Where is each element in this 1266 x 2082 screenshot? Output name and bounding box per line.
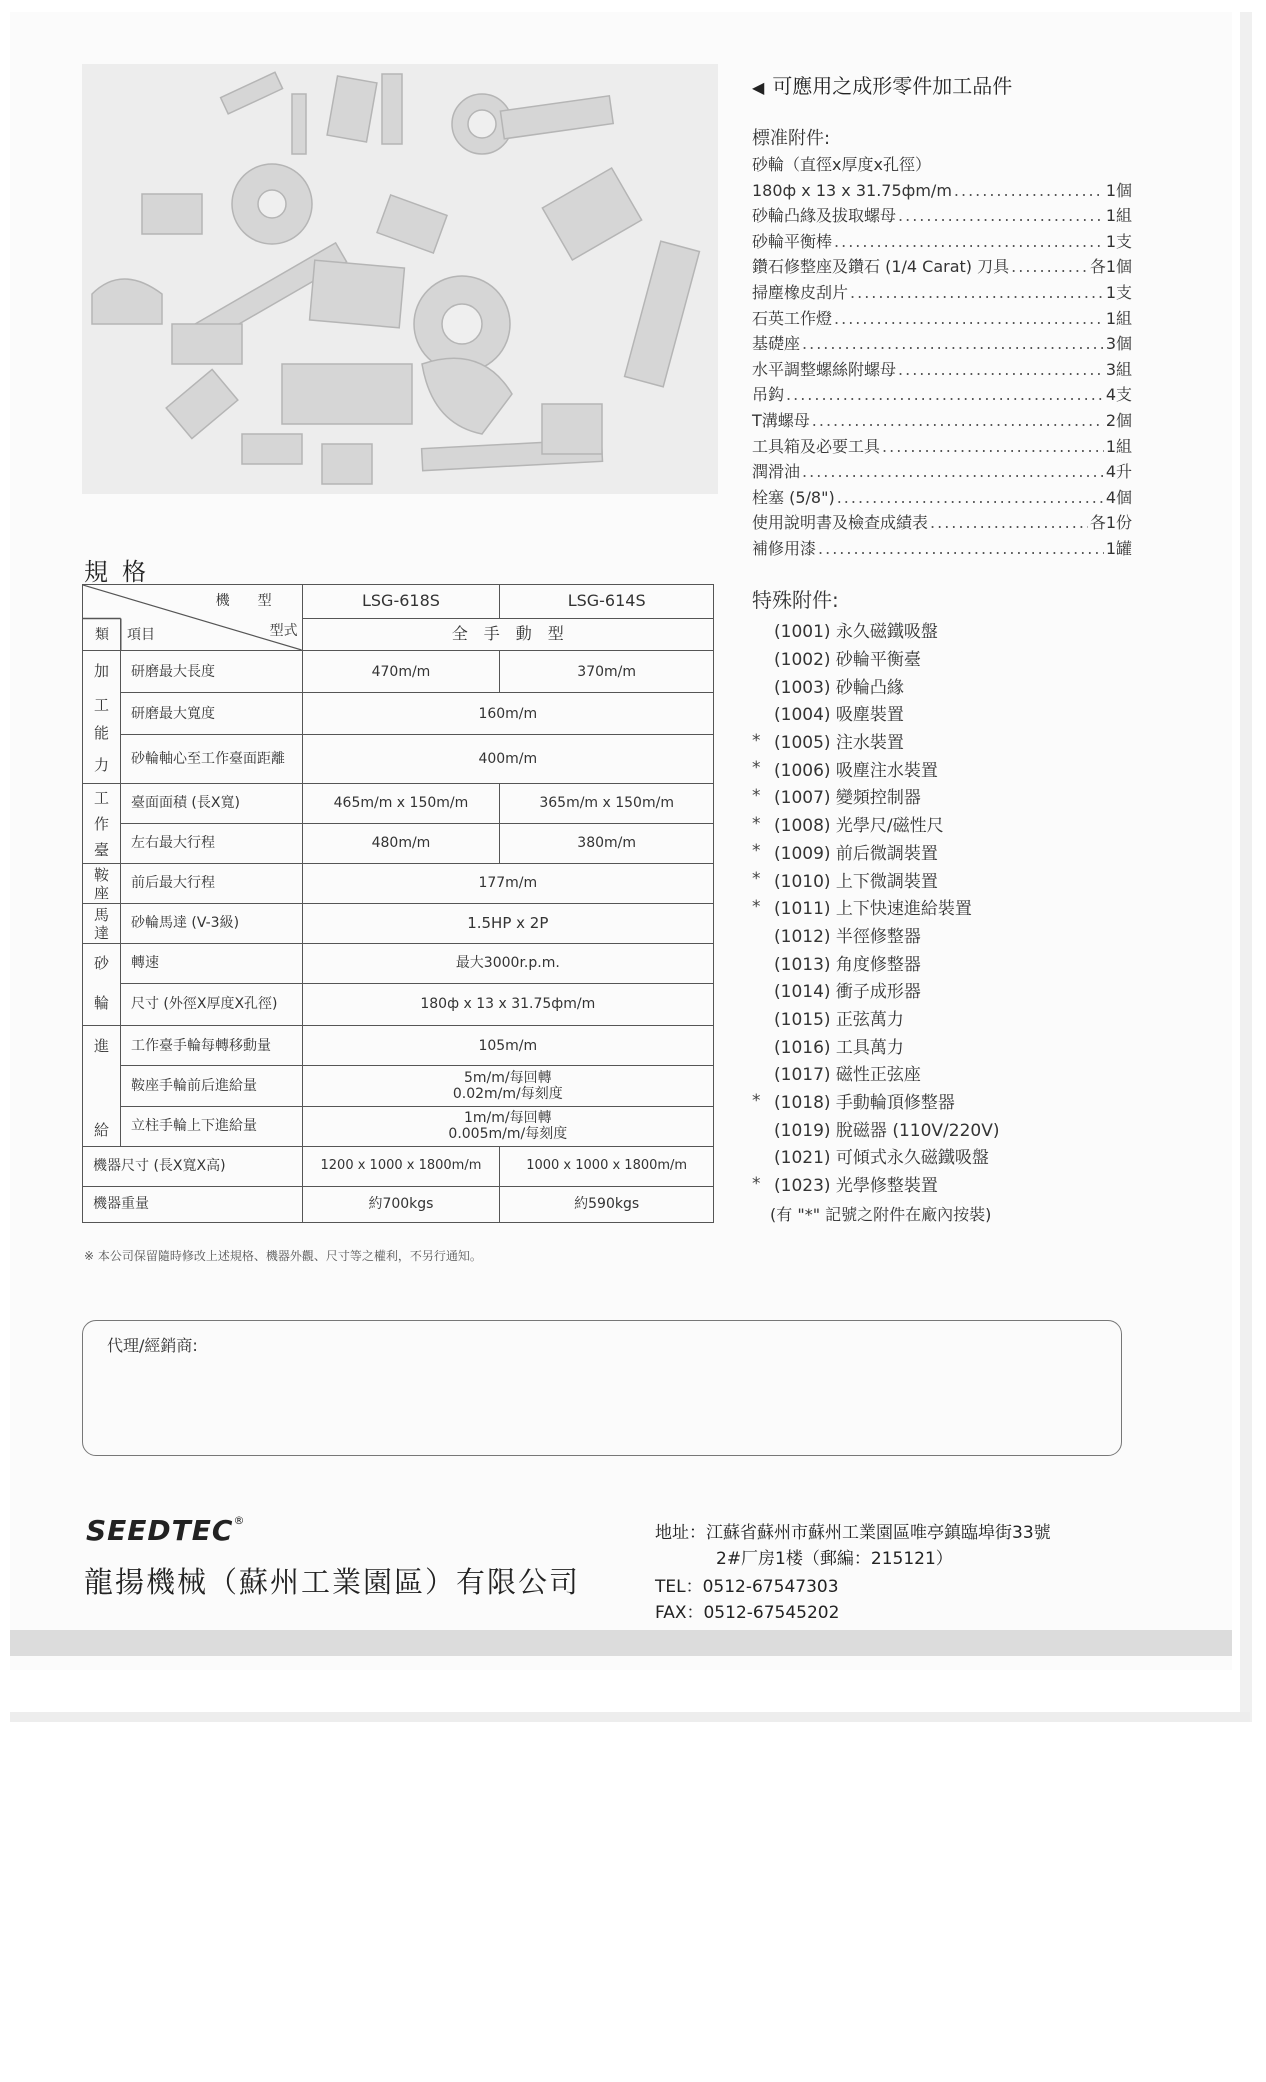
list-item: 砂輪凸緣及拔取螺母 ..... 1組 xyxy=(752,203,1132,229)
cell-value: 160m/m xyxy=(302,693,713,735)
cell-value: 1.5HP x 2P xyxy=(302,904,713,944)
special-accessories-note: (有 "*" 記號之附件在廠內按裝) xyxy=(770,1205,992,1224)
list-item: * (1011) 上下快速進給裝置 xyxy=(752,896,972,920)
list-item: (1001) 永久磁鐵吸盤 xyxy=(774,622,938,643)
category-feed: 進 給 xyxy=(83,1026,121,1147)
row-label: 砂輪馬達 (V-3級) xyxy=(120,904,302,944)
cell-value: 177m/m xyxy=(302,864,713,904)
list-item: 吊鈎 ..... 4支 xyxy=(752,382,1132,408)
cell-value: 105m/m xyxy=(302,1026,713,1066)
cell-value: 5m/m/每回轉 0.02m/m/每刻度 xyxy=(302,1066,713,1106)
seedtec-logo: SEEDTEC® xyxy=(86,1514,246,1547)
row-label: 轉速 xyxy=(120,944,302,984)
row-label: 工作臺手輪每轉移動量 xyxy=(120,1026,302,1066)
application-caption xyxy=(752,70,1012,99)
row-label: 尺寸 (外徑X厚度X孔徑) xyxy=(120,984,302,1026)
list-item: (1019) 脫磁器 (110V/220V) xyxy=(774,1120,1000,1141)
standard-accessories-list xyxy=(752,152,1132,562)
spec-table xyxy=(82,584,714,1223)
dealer-box xyxy=(82,1320,1122,1456)
category-machining-capacity: 加 工 能 力 xyxy=(83,651,121,784)
caption-text: 可應用之成形零件加工品件 xyxy=(772,74,1013,98)
address-line-1: 地址：江蘇省蘇州市蘇州工業園區唯亭鎮臨埠街33號 xyxy=(655,1523,1051,1543)
row-label: 砂輪軸心至工作臺面距離 xyxy=(120,735,302,784)
list-item: 補修用漆 ..... 1罐 xyxy=(752,536,1132,562)
category-grinding-wheel: 砂 輪 xyxy=(83,944,121,1026)
list-item: * (1010) 上下微調裝置 xyxy=(752,869,938,892)
list-item: (1012) 半徑修整器 xyxy=(774,926,921,947)
cell-value: 約700kgs xyxy=(302,1187,500,1223)
cell-value: 1m/m/每回轉 0.005m/m/每刻度 xyxy=(302,1106,713,1146)
list-item: 水平調整螺絲附螺母 ..... 3組 xyxy=(752,357,1132,383)
list-item: (1014) 衝子成形器 xyxy=(774,982,921,1003)
header-form: 型式 xyxy=(269,623,298,639)
standard-accessories-title: 標准附件: xyxy=(752,128,831,149)
list-item: 掃塵橡皮刮片 ..... 1支 xyxy=(752,280,1132,306)
list-item: * (1018) 手動輪頂修整器 xyxy=(752,1090,955,1114)
cell-value: 180ф x 13 x 31.75фm/m xyxy=(302,984,713,1026)
row-label: 左右最大行程 xyxy=(120,824,302,864)
list-item: 潤滑油 ..... 4升 xyxy=(752,459,1132,485)
cell-value: 370m/m xyxy=(500,651,714,693)
list-item: * (1005) 注水裝置 xyxy=(752,730,904,754)
list-item: 砂輪平衡棒 ..... 1支 xyxy=(752,229,1132,255)
special-accessories-list xyxy=(752,616,1152,1197)
special-accessories-title: 特殊附件: xyxy=(752,588,839,612)
list-item: (1017) 磁性正弦座 xyxy=(774,1065,921,1086)
list-item: 基礎座 ..... 3個 xyxy=(752,331,1132,357)
row-label: 研磨最大長度 xyxy=(120,651,302,693)
bottom-band xyxy=(10,1630,1232,1656)
page-shadow xyxy=(1240,12,1252,1722)
cell-value: 380m/m xyxy=(500,824,714,864)
list-item: 石英工作燈 ..... 1組 xyxy=(752,306,1132,332)
cell-value: 480m/m xyxy=(302,824,500,864)
header-category: 類 xyxy=(95,627,109,643)
list-item: * (1009) 前后微調裝置 xyxy=(752,841,938,864)
dealer-label: 代理/經銷商: xyxy=(107,1336,198,1355)
list-item: 使用說明書及檢查成績表 ..... 各1份 xyxy=(752,510,1132,536)
category-saddle: 鞍 座 xyxy=(83,864,121,904)
cell-value: 470m/m xyxy=(302,651,500,693)
list-item: (1015) 正弦萬力 xyxy=(774,1009,904,1030)
list-item: (1016) 工具萬力 xyxy=(774,1037,904,1058)
cell-value: 1000 x 1000 x 1800m/m xyxy=(500,1147,714,1187)
cell-value: 365m/m x 150m/m xyxy=(500,784,714,824)
machined-parts-photo xyxy=(82,64,718,494)
list-item: * (1006) 吸塵注水裝置 xyxy=(752,758,938,781)
list-item: (1003) 砂輪凸緣 xyxy=(774,677,904,698)
list-item: 鑽石修整座及鑽石 (1/4 Carat) 刀具 ..... 各1個 xyxy=(752,254,1132,280)
list-item: 180ф x 13 x 31.75фm/m ..... 1個 xyxy=(752,178,1132,204)
row-label: 機器重量 xyxy=(83,1187,303,1223)
header-item: 項目 xyxy=(127,627,155,643)
cell-value: 465m/m x 150m/m xyxy=(302,784,500,824)
row-label: 機器尺寸 (長X寬X高) xyxy=(83,1147,303,1187)
list-item: 工具箱及必要工具 ..... 1組 xyxy=(752,434,1132,460)
list-item: * (1023) 光學修整裝置 xyxy=(752,1173,938,1197)
cell-value: 最大3000r.p.m. xyxy=(302,944,713,984)
spec-footnote: ※ 本公司保留隨時修改上述規格、機器外觀、尺寸等之權利，不另行通知。 xyxy=(84,1249,482,1263)
registered-mark: ® xyxy=(233,1514,246,1527)
list-item: (1013) 角度修整器 xyxy=(774,954,921,975)
company-name: 龍揚機械（蘇州工業園區）有限公司 xyxy=(84,1565,581,1599)
list-item: * (1007) 變頻控制器 xyxy=(752,785,921,809)
cell-value: 400m/m xyxy=(302,735,713,784)
model-lsg-614s: LSG-614S xyxy=(500,585,714,619)
category-worktable: 工 作 臺 xyxy=(83,784,121,864)
list-item: 栓塞 (5/8") ..... 4個 xyxy=(752,485,1132,511)
row-label: 臺面面積 (長X寬) xyxy=(120,784,302,824)
operation-type: 全 手 動 型 xyxy=(302,619,713,651)
row-label: 前后最大行程 xyxy=(120,864,302,904)
fax: FAX：0512-67545202 xyxy=(655,1603,840,1623)
list-item: (1021) 可傾式永久磁鐵吸盤 xyxy=(774,1148,989,1169)
telephone: TEL：0512-67547303 xyxy=(655,1577,839,1597)
row-label: 鞍座手輪前后進給量 xyxy=(120,1066,302,1106)
list-item: T溝螺母 ..... 2個 xyxy=(752,408,1132,434)
list-item: (1004) 吸塵裝置 xyxy=(774,705,904,726)
cell-value: 1200 x 1000 x 1800m/m xyxy=(302,1147,500,1187)
header-machine-type: 機 型 xyxy=(215,593,272,609)
address-line-2: 2#厂房1楼（郵編：215121） xyxy=(716,1549,953,1569)
triangle-left-icon: ◀ xyxy=(752,78,765,97)
list-item: (1002) 砂輪平衡臺 xyxy=(774,650,921,671)
row-label: 立柱手輪上下進給量 xyxy=(120,1106,302,1146)
page-shadow-bottom xyxy=(10,1712,1250,1722)
category-motor: 馬 達 xyxy=(83,904,121,944)
row-label: 研磨最大寬度 xyxy=(120,693,302,735)
list-item: * (1008) 光學尺/磁性尺 xyxy=(752,813,944,837)
cell-value: 約590kgs xyxy=(500,1187,714,1223)
table-header-corner xyxy=(83,585,303,651)
standard-accessories-header: 砂輪（直徑x厚度x孔徑） xyxy=(752,155,931,174)
model-lsg-618s: LSG-618S xyxy=(302,585,500,619)
spec-title: 規格 xyxy=(84,558,160,586)
